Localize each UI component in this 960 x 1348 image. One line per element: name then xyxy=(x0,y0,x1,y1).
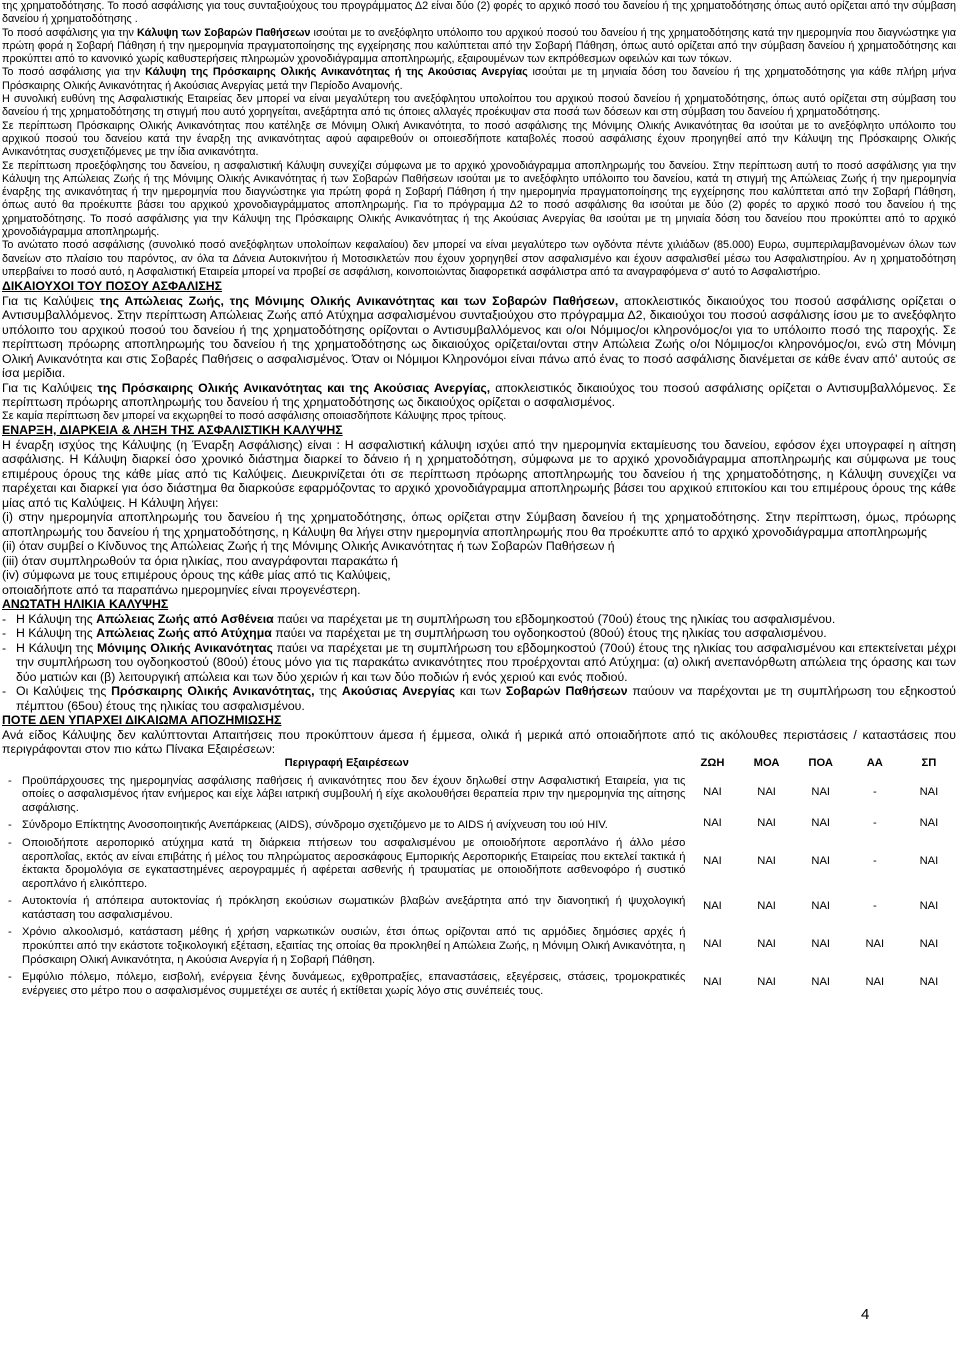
list-item-end-iv: (iv) σύμφωνα με τους επιμέρους όρους της κάθε μίας από τις Καλύψεις, xyxy=(2,568,391,583)
paragraph-beneficiaries-life: Για τις Καλύψεις της Απώλειας Ζωής, της Μόνιμης Ολικής Ανικανότητας και των Σοβαρών Παθήσεων, αποκλειστικός δικαιούχος του ποσού ασφάλισης ορίζεται ο Αντισυμβαλλόμενος. Στην περίπτωση Απώλειας Ζωής από Ατύχημα ασφαλισμένου συνταξιούχου στο πρόγραμμα Δ2, δικαιούχοι του ποσού ασφάλισης ίσου με το ανεξόφλητο υπόλοιπο του αρχικού ποσού του δανείου ή της χρηματοδότησης ορίζονται ο Αντισυμβαλλόμενος και ο/οι Νόμιμος/οι κληρονόμος/οι για το υπόλοιπο ποσό της παροχής. Σε περίπτωση πρόωρης αποπληρωμής του δανείου ή της χρηματοδότησης ως δικαιούχος ορίζεται/ονται στην Απώλεια Ζωής ο/οι Νόμιμος/οι κληρονόμος/οι, ενώ στη Μόνιμη Ολική Ανικανότητα και στις Σοβαρές Παθήσεις ο ασφαλισμένος. Όταν οι Νόμιμοι Κληρονόμοι είναι πάνω από ένας το ποσό ασφάλισης διανέμεται σε κάθε έναν από' αυτούς σε ίσα μερίδια. xyxy=(2,293,957,381)
column-header-poa: ΠΟΑ xyxy=(808,756,833,769)
paragraph-coverage-start: Η έναρξη ισχύος της Κάλυψης (η Έναρξη Ασφάλισης) είναι : Η ασφαλιστική κάλυψη ισχύει από την ημερομηνία εκταμίευσης του δανείου, εφόσον έχει υπογραφεί η αίτηση ασφάλισης. Η Κάλυψη διαρκεί όσο χρονικό διάστημα διαρκεί το δάνειο ή η χρηματοδότηση, σύμφωνα με το αρχικό χρονοδιάγραμμα αποπληρωμής και σύμφωνα με τους επιμέρους όρους της κάθε μίας από τις Καλύψεις. Διευκρινίζεται ότι σε περίπτωση πρόωρης αποπληρωμής του δανείου ή της χρηματοδότησης, η Κάλυψη συνεχίζει να παρέχεται και διαρκεί για όσο διάστημα θα διαρκούσε εφαρμόζοντας το αρχικό χρονοδιάγραμμα αποπληρωμής βάσει του αρχικού επιτοκίου και του επιμέρους όρους της κάθε μίας από τις Καλύψεις. Η Κάλυψη λήγει: xyxy=(2,437,956,510)
paragraph-permanent-disability: Σε περίπτωση Πρόσκαιρης Ολικής Ανικανότητας που κατέληξε σε Μόνιμη Ολική Ανικανότητα, το ποσό ασφάλισης της Μόνιμης Ολικής Ανικανότητας θα ισούται με το ανεξόφλητο υπόλοιπο του αρχικού ποσού του δανείου κατά την έναρξη της ανικανότητας αφού αφαιρεθούν οι οποιεσδήποτε καταβολές ποσού ασφάλισης έχουν προηγηθεί από την Κάλυψη της Πρόσκαιρης Ολικής Ανικανότητας συσχετιζόμενες με την ίδια ανικανότητα. xyxy=(2,119,956,159)
paragraph-beneficiaries-disability: Για τις Καλύψεις της Πρόσκαιρης Ολικής Ανικανότητας και της Ακούσιας Ανεργίας, αποκλειστικός δικαιούχος του ποσού ασφάλισης ορίζεται ο Αντισυμβαλλόμενος. Σε περίπτωση πρόωρης αποπληρωμής του δανείου ή της χρηματοδότησης ως δικαιούχος ορίζεται ο ασφαλισμένος. xyxy=(2,380,957,410)
list-item-end-i: (i) στην ημερομηνία αποπληρωμής του δανείου ή της χρηματοδότησης, όπως ορίζεται στην Σύμβαση δανείου ή της χρηματοδότησης. Στην περίπτωση, όμως, πρόωρης αποπληρωμής του δανείου ή της χρηματοδότησης, η Κάλυψη θα λήγει στην ημερομηνία αποπληρωμής που θα προέκυπτε από το αρχικό χρονοδιάγραμμα αποπληρωμής xyxy=(2,510,956,539)
heading-coverage-period: ΕΝΑΡΞΗ, ΔΙΑΡΚΕΙΑ & ΛΗΞΗ ΤΗΣ ΑΣΦΑΛΙΣΤΙΚΗ ΚΑΛΥΨΗΣ xyxy=(2,423,343,438)
heading-max-age: ΑΝΩΤΑΤΗ ΗΛΙΚΙΑ ΚΑΛΥΨΗΣ xyxy=(2,597,169,612)
bold-term: Κάλυψη των Σοβαρών Παθήσεων xyxy=(137,26,311,39)
page-number: 4 xyxy=(861,1306,870,1323)
heading-beneficiaries: ΔΙΚΑΙΟΥΧΟΙ ΤΟΥ ΠΟΣΟΥ ΑΣΦΑΛΙΣΗΣ xyxy=(2,279,222,294)
paragraph-no-assignment: Σε καμία περίπτωση δεν μπορεί να εκχωρηθεί το ποσό ασφάλισης οποιασδήποτε Κάλυψης προς τρίτους. xyxy=(2,409,507,422)
paragraph-total-liability: Η συνολική ευθύνη της Ασφαλιστικής Εταιρείας δεν μπορεί να είναι μεγαλύτερη του ανεξόφλητου υπολοίπου του αρχικού ποσού δανείου ή χρηματοδότησης, όπως αυτό ορίζεται στη σύμβαση του δανείου ή της χρηματοδότησης τη στιγμή που αυτό χορηγείται, ανεξάρτητα από τις όποιες αλλαγές προέκυψαν στα ποσά των δόσεων και στη σύμβαση του δανείου ή χρηματοδότησης. xyxy=(2,93,956,119)
table-row: - Αυτοκτονία ή απόπειρα αυτοκτονίας ή πρόκληση εκούσιων σωματικών βλαβών ανεξάρτητα από την διανοητική ή ψυχολογική κατάσταση του ασφαλισμένου. ΝΑΙ ΝΑΙ ΝΑΙ - ΝΑΙ xyxy=(8,895,939,921)
bold-term: της Πρόσκαιρης Ολικής Ανικανότητας και της Ακούσιας Ανεργίας, xyxy=(97,380,491,395)
list-item-age: - Η Κάλυψη της Απώλειας Ζωής από Ατύχημα παύει να παρέχεται με τη συμπλήρωση του ογδοηκοστού (80ού) έτους της ηλικίας του ασφαλισμένου. xyxy=(2,626,827,641)
paragraph-serious-illness-amount: Το ποσό ασφάλισης για την Κάλυψη των Σοβαρών Παθήσεων ισούται με το ανεξόφλητο υπόλοιπο του αρχικού ποσού του δανείου ή της χρηματοδότησης κατά την ημερομηνία που διαγνώστηκε για πρώτη φορά η Σοβαρή Πάθηση ή την ημερομηνία πραγματοποίησης της εγχείρησης που καλύπτεται από την Σοβαρή Πάθηση, όπως αυτό ορίζεται από την σύμβαση δανείου ή χρηματοδότησης και προκύπτει από το κανονικό χωρίς καθυστερήσεις πληρωμών χρονοδιάγραμμα αποπληρωμής, εξαιρουμένων των εκπρόθεσμων οφειλών και των τόκων. xyxy=(2,26,956,66)
column-header-sp: ΣΠ xyxy=(921,756,937,769)
table-row: - Προϋπάρχουσες της ημερομηνίας ασφάλισης παθήσεις ή ανικανότητες που δεν έχουν δηλωθεί στην Ασφαλιστική Εταιρεία, για τις οποίες ο ασφαλισμένος ήταν ενήμερος και είχε λάβει ιατρική συμβουλή ή είχε ακολουθήσει θεραπεία πριν την ημερομηνία της αίτησης ασφάλισης. ΝΑΙ ΝΑΙ ΝΑΙ - ΝΑΙ xyxy=(8,774,939,814)
list-item-end-iii: (iii) όταν συμπληρωθούν τα όρια ηλικίας, που αναγράφονται παρακάτω ή xyxy=(2,553,399,568)
exclusions-table xyxy=(8,757,956,999)
table-row: - Εμφύλιο πόλεμο, πόλεμο, εισβολή, ενέργεια ξένης δυνάμεως, εχθροπραξίες, επαναστάσεις, εξεγέρσεις, στάσεις, τρομοκρατικές ενέργειες στο μέτρο που ο ασφαλισμένος συμμετέχει σε αυτές ή εκτίθεται χωρίς λόγο στις συνέπειές τους. ΝΑΙ ΝΑΙ ΝΑΙ ΝΑΙ ΝΑΙ xyxy=(8,971,939,997)
bold-term: Κάλυψη της Πρόσκαιρης Ολικής Ανικανότητας ή της Ακούσιας Ανεργίας xyxy=(145,66,528,79)
column-header-moa: ΜΟΑ xyxy=(753,756,780,769)
table-header-row xyxy=(8,757,956,771)
list-item-end-ii: (ii) όταν συμβεί ο Κίνδυνος της Απώλειας Ζωής ή της Μόνιμης Ολικής Ανικανότητας ή των Σοβαρών Παθήσεων ή xyxy=(2,539,615,554)
document-page xyxy=(2,0,956,998)
bold-term: της Απώλειας Ζωής, της Μόνιμης Ολικής Ανικανότητας και των Σοβαρών Παθήσεων, xyxy=(99,293,619,308)
list-item-age: - Η Κάλυψη της Απώλειας Ζωής από Ασθένεια παύει να παρέχεται με τη συμπλήρωση του εβδομηκοστού (70ού) έτους της ηλικίας του ασφαλισμένου. xyxy=(2,611,836,626)
paragraph-intro: της χρηματοδότησης. Το ποσό ασφάλισης για τους συνταξιούχους του προγράμματος Δ2 είναι δύο (2) φορές το αρχικό ποσό του δανείου ή της χρηματοδότησης όπως αυτό ορίζεται από την σύμβαση δανείου ή χρηματοδότησης . xyxy=(2,0,956,26)
paragraph-exclusions-intro: Ανά είδος Κάλυψης δεν καλύπτονται Απαιτήσεις που προκύπτουν άμεσα ή έμμεσα, ολικά ή μερικά από οποιαδήποτε από τις ακόλουθες περιστάσεις / καταστάσεις που περιγράφονται στον πιο κάτω Πίνακα Εξαιρέσεων: xyxy=(2,727,956,757)
table-row: - Χρόνιο αλκοολισμό, κατάσταση μέθης ή χρήση ναρκωτικών ουσιών, έτσι όπως ορίζονται από τις αρμόδιες δημόσιες αρχές ή προκύπτει από την εκάστοτε τοξικολογική εξέταση, εξαιτίας της οποίας θα προκληθεί η Απώλεια Ζωής, η Μόνιμη Ολική Ανικανότητα, η Πρόσκαιρη Ολική Ανικανότητα, η Ακούσια Ανεργία ή η Σοβαρή Πάθηση. ΝΑΙ ΝΑΙ ΝΑΙ ΝΑΙ ΝΑΙ xyxy=(8,926,939,966)
heading-no-compensation: ΠΟΤΕ ΔΕΝ ΥΠΑΡΧΕΙ ΔΙΚΑΙΩΜΑ ΑΠΟΖΗΜΙΩΣΗΣ xyxy=(2,713,282,728)
column-header-aa: ΑΑ xyxy=(866,756,883,769)
max-age-list xyxy=(2,612,956,714)
column-header-life: ΖΩΗ xyxy=(700,756,725,769)
list-item-age: - Οι Καλύψεις της Πρόσκαιρης Ολικής Ανικανότητας, της Ακούσιας Ανεργίας και των Σοβαρών Παθήσεων παύουν να παρέχονται με τη συμπλήρωση του εξηκοστού πέμπτου (65ου) έτους της ηλικίας του ασφαλισμένου. xyxy=(2,684,956,713)
paragraph-temporary-disability-amount: Το ποσό ασφάλισης για την Κάλυψη της Πρόσκαιρης Ολικής Ανικανότητας ή της Ακούσιας Ανεργίας ισούται με τη μηνιαία δόση του δανείου ή της χρηματοδότησης για κάθε πλήρη μήνα Πρόσκαιρης Ολικής Ανικανότητας ή Ακούσιας Ανεργίας μετά την Περίοδο Αναμονής. xyxy=(2,66,956,92)
list-item-age: - Η Κάλυψη της Μόνιμης Ολικής Ανικανότητας παύει να παρέχεται με τη συμπλήρωση του εβδομηκοστού (70ού) έτους της ηλικίας του ασφαλισμένου και επεκτείνεται μέχρι την συμπλήρωση του ογδοηκοστού (80ού) έτους μόνο για τις παρακάτω ανικανότητες που προέρχονται από Ατύχημα: (α) ολική ανεπανόρθωτη απώλεια της όρασης και των δύο ματιών και (β) λειτουργική απώλεια και των δύο χεριών ή και των δύο ποδιών ή ενός χεριού και ενός ποδιού. xyxy=(2,640,956,684)
paragraph-max-amount: Το ανώτατο ποσό ασφάλισης (συνολικό ποσό ανεξόφλητων υπολοίπων κεφαλαίου) δεν μπορεί να είναι μεγαλύτερο των ογδόντα πέντε χιλιάδων (85.000) Ευρω, συμπεριλαμβανομένων όλων των δανείων στο πλαίσιο του παρόντος, αν όλα τα Δάνεια Αυτοκινήτου ή Μοτοσικλετών που έχουν χορηγηθεί στον ασφαλισμένο και έχουν ασφαλισθεί μέσω του Ασφαλιστηρίου. Αν η χρηματοδότηση υπερβαίνει το ποσό αυτό, η Ασφαλιστική Εταιρεία μπορεί να προβεί σε ασφάλιση, κοινοποιώντας διαφορετικά ασφάλιστρα από τα αναγραφόμενα σ' αυτό το Ασφαλιστήριο. xyxy=(2,239,956,278)
paragraph-prepayment: Σε περίπτωση προεξόφλησης του δανείου, η ασφαλιστική Κάλυψη συνεχίζει σύμφωνα με το αρχικό χρονοδιάγραμμα αποπληρωμής του δανείου. Στην περίπτωση αυτή το ποσό ασφάλισης για την Κάλυψη της Απώλειας Ζωής ή της Μόνιμης Ολικής Ανικανότητας ή των Σοβαρών Παθήσεων ισούται με το ανεξόφλητο υπόλοιπο του δανείου, κατά τη στιγμή της Απώλειας Ζωής ή την ημερομηνία έναρξης της ανικανότητας ή την ημερομηνία που διαγνώστηκε για πρώτη φορά η Σοβαρή Πάθηση ή την ημερομηνία πραγματοποίησης της εγχείρησης που καλύπτεται από την Σοβαρή Πάθηση, όπως αυτό θα προέκυπτε βάσει του αρχικού χρονοδιαγράμματος αποπληρωμής. Για το πρόγραμμα Δ2 το ποσό ασφάλισης θα ισούται με δύο (2) φορές το αρχικό ποσό του δανείου ή της χρηματοδότησης. Το ποσό ασφάλισης για την Κάλυψη της Πρόσκαιρης Ολικής Ανικανότητας ή της Ακούσιας Ανεργίας θα ισούται με τη μηνιαία δόση του δανείου που προκύπτει από το αρχικό χρονοδιάγραμμα αποπληρωμής. xyxy=(2,159,956,239)
column-header-description: Περιγραφή Εξαιρέσεων xyxy=(284,756,409,769)
table-row: - Οποιοδήποτε αεροπορικό ατύχημα κατά τη διάρκεια πτήσεων του ασφαλισμένου με οποιοδήποτε αεροπλάνο ή άλλο μέσο αεροπλοΐας, εκτός αν είναι επιβάτης ή μέλος του πληρώματος αεροσκάφους Εμπορικής Αεροπορικής Εταιρείας που εκτελεί τακτικά ή έκτακτα δρομολόγια σε εγκαταστημένες αερογραμμές ή αφέρεται ασθενής ή τραυματίας με οποιοδήποτε ασθενοφόρο ή συστικό αεροπλάνο ή ελικόπτερο. ΝΑΙ ΝΑΙ ΝΑΙ - ΝΑΙ xyxy=(8,836,939,890)
paragraph-earliest-date: οποιαδήποτε από τα παραπάνω ημερομηνίες είναι προγενέστερη. xyxy=(2,582,361,597)
table-row: - Σύνδρομο Επίκτητης Ανοσοποιητικής Ανεπάρκειας (AIDS), σύνδρομο σχετιζόμενο με το AIDS ή ανίχνευση του ιού HIV. ΝΑΙ ΝΑΙ ΝΑΙ - ΝΑΙ xyxy=(8,817,939,832)
